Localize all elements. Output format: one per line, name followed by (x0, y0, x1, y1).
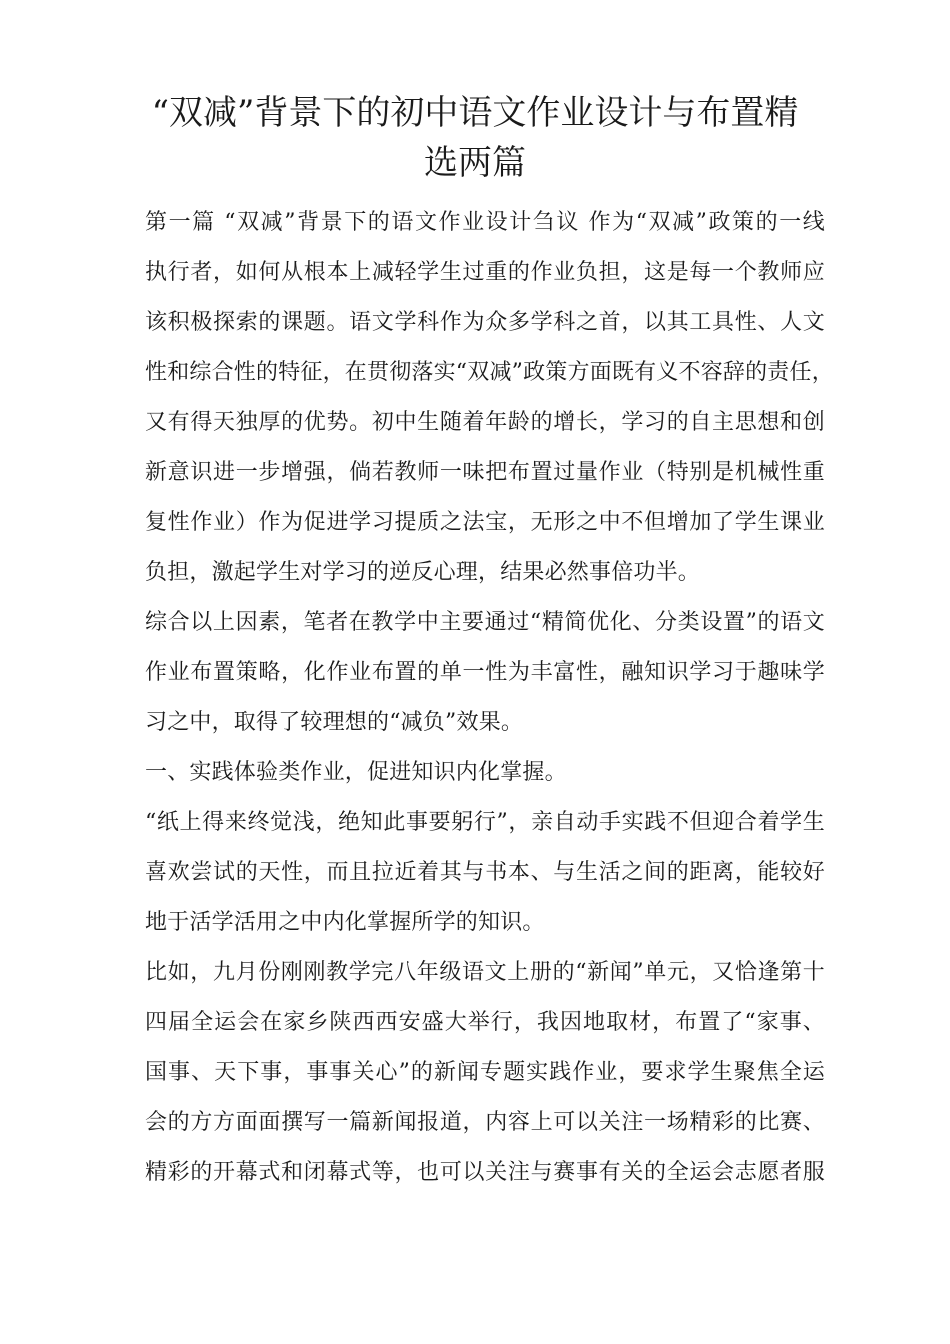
text-line: “纸上得来终觉浅，绝知此事要躬行”，亲自动手实践不但迎合着学生 (145, 810, 825, 835)
document-title (100, 88, 850, 188)
text-line: 第一篇 “双减”背景下的语文作业设计刍议 作为“双减”政策的一线 (145, 210, 825, 235)
title-line-2: 选两篇 (424, 143, 526, 183)
text-line: 会的方方面面撰写一篇新闻报道，内容上可以关注一场精彩的比赛、 (145, 1110, 825, 1135)
text-line: 比如，九月份刚刚教学完八年级语文上册的“新闻”单元，又恰逢第十 (145, 960, 825, 985)
text-line: 精彩的开幕式和闭幕式等，也可以关注与赛事有关的全运会志愿者服 (145, 1160, 825, 1185)
text-line: 四届全运会在家乡陕西西安盛大举行，我因地取材，布置了“家事、 (145, 1010, 825, 1035)
text-line: 新意识进一步增强，倘若教师一味把布置过量作业（特别是机械性重 (145, 460, 825, 485)
text-line: 综合以上因素，笔者在教学中主要通过“精简优化、分类设置”的语文 (145, 610, 825, 635)
text-line: 负担，激起学生对学习的逆反心理，结果必然事倍功半。 (145, 560, 701, 585)
text-line: 地于活学活用之中内化掌握所学的知识。 (145, 910, 545, 935)
text-line: 性和综合性的特征，在贯彻落实“双减”政策方面既有义不容辞的责任， (145, 360, 834, 385)
text-line: 执行者，如何从根本上减轻学生过重的作业负担，这是每一个教师应 (145, 260, 825, 285)
text-line: 喜欢尝试的天性，而且拉近着其与书本、与生活之间的距离，能较好 (145, 860, 825, 885)
text-line: 习之中，取得了较理想的“减负”效果。 (145, 710, 524, 735)
text-line: 国事、天下事，事事关心”的新闻专题实践作业，要求学生聚焦全运 (145, 1060, 825, 1085)
text-line: 复性作业）作为促进学习提质之法宝，无形之中不但增加了学生课业 (145, 510, 825, 535)
text-line: 又有得天独厚的优势。初中生随着年龄的增长，学习的自主思想和创 (145, 410, 825, 435)
section-heading: 一、实践体验类作业，促进知识内化掌握。 (145, 760, 567, 785)
title-line-1: “双减”背景下的初中语文作业设计与布置精 (151, 93, 799, 133)
text-line: 该积极探索的课题。语文学科作为众多学科之首，以其工具性、人文 (145, 310, 825, 335)
document-body (145, 198, 834, 1198)
text-line: 作业布置策略，化作业布置的单一性为丰富性，融知识学习于趣味学 (145, 660, 825, 685)
